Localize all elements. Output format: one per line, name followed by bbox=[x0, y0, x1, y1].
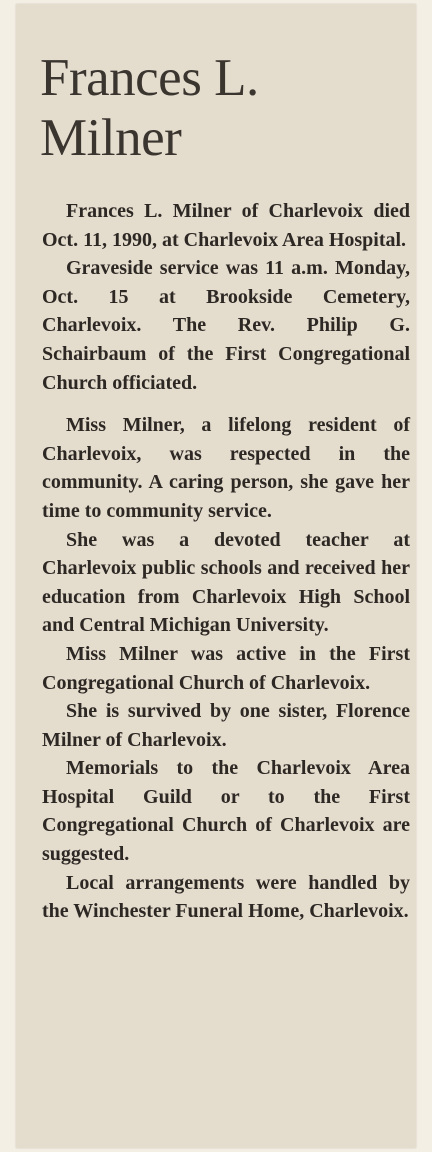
obituary-body bbox=[42, 197, 410, 926]
paragraph-death-notice: Frances L. Milner of Charlevoix died Oct. 11, 1990, at Charlevoix Area Hospital. bbox=[42, 200, 410, 251]
paragraph-arrangements: Local arrangements were handled by the Winchester Funeral Home, Charlevoix. bbox=[42, 871, 410, 923]
paragraph-community: Miss Milner, a lifelong resident of Charlevoix, was respected in the community. A caring person, she gave her time to community service. bbox=[42, 414, 410, 522]
paragraph-survivors: She is survived by one sister, Florence Milner of Charlevoix. bbox=[42, 700, 410, 751]
obituary-headline: Frances L. Milner bbox=[40, 49, 259, 167]
paragraph-church: Miss Milner was active in the First Congregational Church of Charlevoix. bbox=[42, 642, 410, 694]
paragraph-service: Graveside service was 11 a.m. Monday, Oct. 15 at Brookside Cemetery, Charlevoix. The Rev. Philip G. Schairbaum of the First Congregational Church officiated. bbox=[42, 257, 410, 394]
paragraph-teacher: She was a devoted teacher at Charlevoix public schools and received her education from Charlevoix High School and Central Michigan University. bbox=[42, 528, 410, 637]
newspaper-clipping bbox=[16, 4, 416, 1148]
paragraph-memorials: Memorials to the Charlevoix Area Hospital Guild or to the First Congregational Church of Charlevoix are suggested. bbox=[42, 757, 410, 866]
